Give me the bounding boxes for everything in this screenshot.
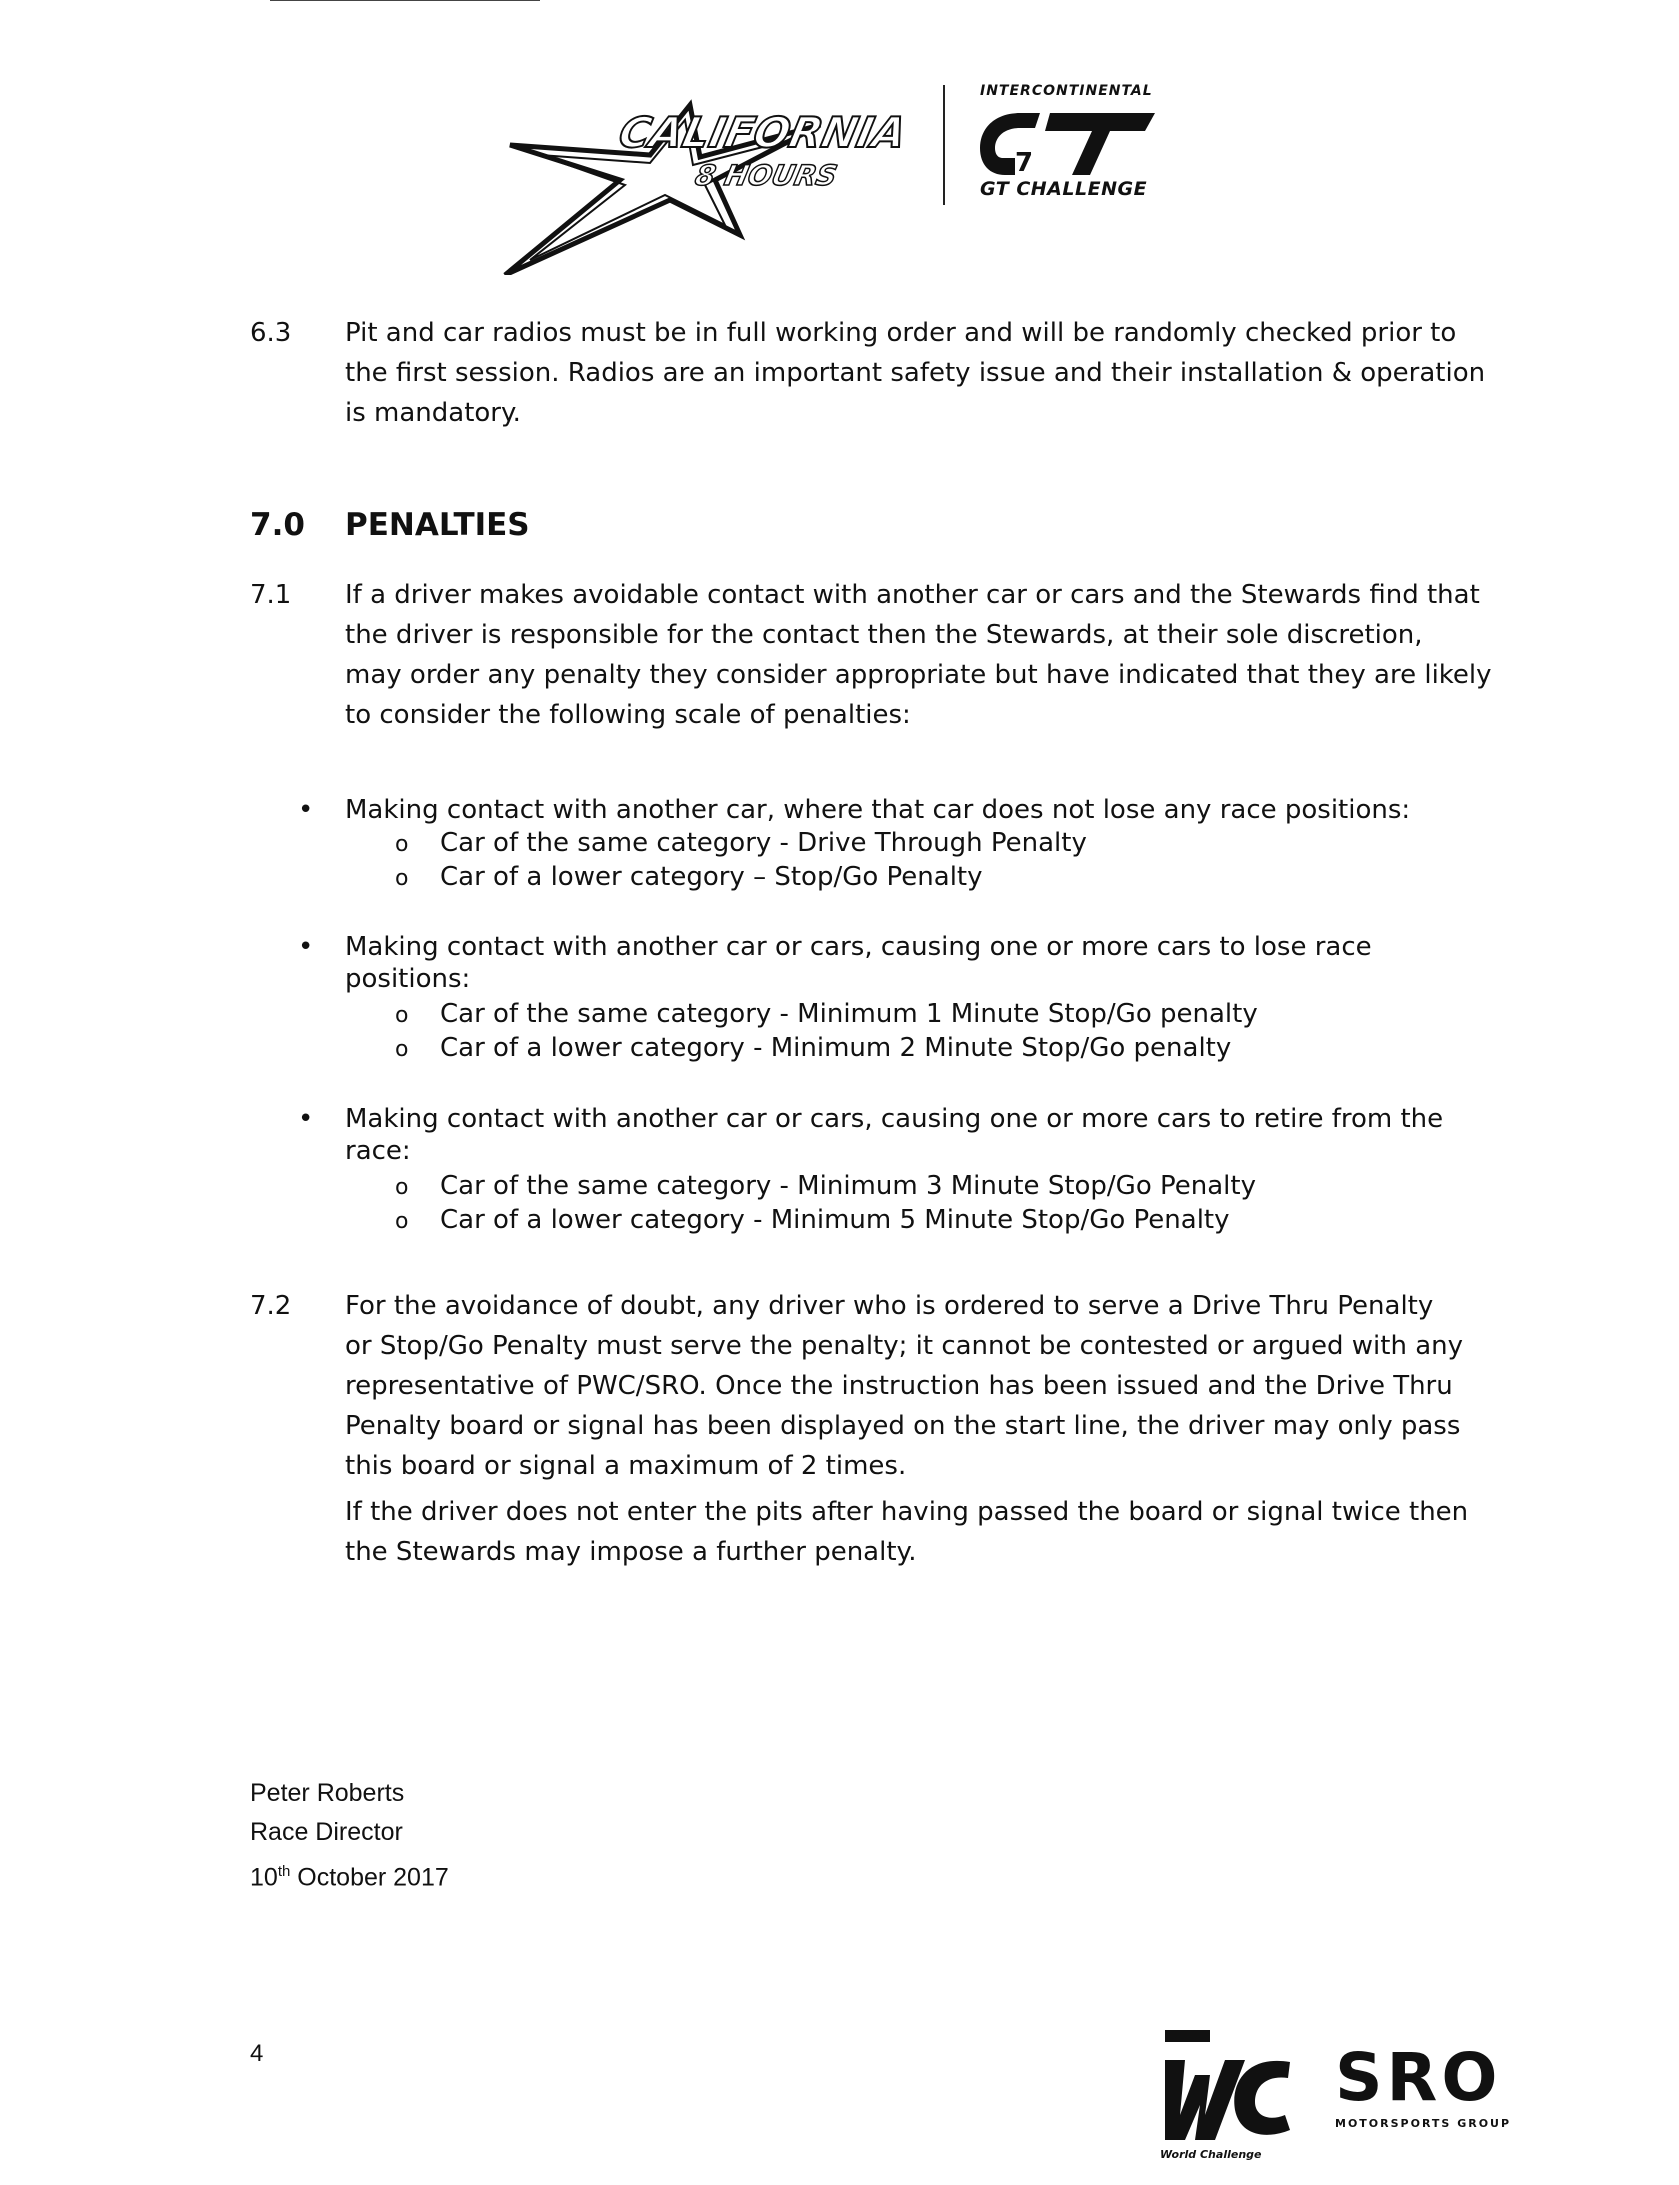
section-7-2-para2-line: If the driver does not enter the pits after having passed the board or signal twice then — [345, 1497, 1469, 1527]
sub-bullet-marker: o — [395, 1209, 409, 1234]
svg-text:8 HOURS: 8 HOURS — [692, 159, 841, 192]
section-7-2-line: representative of PWC/SRO. Once the instruction has been issued and the Drive Thru — [345, 1371, 1453, 1401]
signature-date — [250, 1852, 449, 1897]
logo-bottom-text: GT CHALLENGE — [980, 178, 1148, 200]
date-day: 10 — [250, 1863, 278, 1892]
logo-top-text: INTERCONTINENTAL — [980, 83, 1153, 99]
bullet-dot: • — [298, 795, 314, 825]
section-6-3-line: Pit and car radios must be in full working order and will be randomly checked prior to — [345, 318, 1457, 348]
bullet-line: Making contact with another car or cars, causing one or more cars to lose race — [345, 932, 1372, 962]
sub-bullet-line: Car of the same category - Minimum 1 Minute Stop/Go penalty — [440, 999, 1258, 1029]
sub-bullet-marker: o — [395, 866, 409, 891]
section-7-1-line: may order any penalty they consider appropriate but have indicated that they are likely — [345, 660, 1492, 690]
california-8-hours-logo — [500, 85, 910, 275]
sub-bullet-marker: o — [395, 1037, 409, 1062]
sub-bullet-marker: o — [395, 1175, 409, 1200]
bullet-line: Making contact with another car, where that car does not lose any race positions: — [345, 795, 1411, 825]
sro-motorsports-logo — [1335, 2039, 1515, 2145]
scan-edge-line — [270, 0, 540, 1]
section-7-2-line: or Stop/Go Penalty must serve the penalty; it cannot be contested or argued with any — [345, 1331, 1464, 1361]
sub-bullet-marker: o — [395, 1003, 409, 1028]
sub-bullet-line: Car of the same category - Drive Through Penalty — [440, 828, 1087, 858]
bullet-dot: • — [298, 1104, 314, 1134]
logo-divider — [943, 85, 945, 205]
section-7-0-number: 7.0 — [250, 507, 305, 543]
section-7-1-line: to consider the following scale of penalties: — [345, 700, 911, 730]
sro-logo-subtext: MOTORSPORTS GROUP — [1335, 2117, 1512, 2130]
sro-logo-text: SRO — [1335, 2039, 1502, 2116]
intercontinental-gt-challenge-logo — [975, 78, 1175, 208]
section-7-2-line: Penalty board or signal has been displayed on the start line, the driver may only pass — [345, 1411, 1461, 1441]
section-7-2-line: this board or signal a maximum of 2 times. — [345, 1451, 907, 1481]
section-7-2-line: For the avoidance of doubt, any driver who is ordered to serve a Drive Thru Penalty — [345, 1291, 1434, 1321]
signature-name: Peter Roberts — [250, 1779, 405, 1807]
sub-bullet-line: Car of a lower category - Minimum 5 Minute Stop/Go Penalty — [440, 1205, 1230, 1235]
section-7-1-line: If a driver makes avoidable contact with another car or cars and the Stewards find that — [345, 580, 1480, 610]
section-7-1-line: the driver is responsible for the contact then the Stewards, at their sole discretion, — [345, 620, 1423, 650]
svg-text:CALIFORNIA: CALIFORNIA — [614, 109, 910, 158]
bullet-line: race: — [345, 1136, 411, 1166]
section-6-3-number: 6.3 — [250, 318, 292, 348]
section-6-3-line: is mandatory. — [345, 398, 521, 428]
bullet-line: Making contact with another car or cars, causing one or more cars to retire from the — [345, 1104, 1444, 1134]
world-challenge-logo — [1150, 2030, 1300, 2165]
section-7-0-title: PENALTIES — [345, 507, 530, 543]
wc-logo-text: World Challenge — [1160, 2148, 1262, 2161]
section-6-3-line: the first session. Radios are an important safety issue and their installation & operation — [345, 358, 1486, 388]
date-suffix: th — [277, 1863, 291, 1880]
bullet-line: positions: — [345, 964, 471, 994]
sub-bullet-marker: o — [395, 832, 409, 857]
svg-text:7: 7 — [1015, 148, 1034, 178]
section-7-2-para2-line: the Stewards may impose a further penalty. — [345, 1537, 917, 1567]
bullet-dot: • — [298, 932, 314, 962]
signature-role: Race Director — [250, 1818, 403, 1846]
sub-bullet-line: Car of a lower category – Stop/Go Penalty — [440, 862, 983, 892]
section-7-1-number: 7.1 — [250, 580, 292, 610]
section-7-2-number: 7.2 — [250, 1291, 292, 1321]
sub-bullet-line: Car of a lower category - Minimum 2 Minute Stop/Go penalty — [440, 1033, 1232, 1063]
sub-bullet-line: Car of the same category - Minimum 3 Minute Stop/Go Penalty — [440, 1171, 1256, 1201]
date-rest: October 2017 — [290, 1863, 449, 1892]
page-number: 4 — [250, 2040, 264, 2067]
